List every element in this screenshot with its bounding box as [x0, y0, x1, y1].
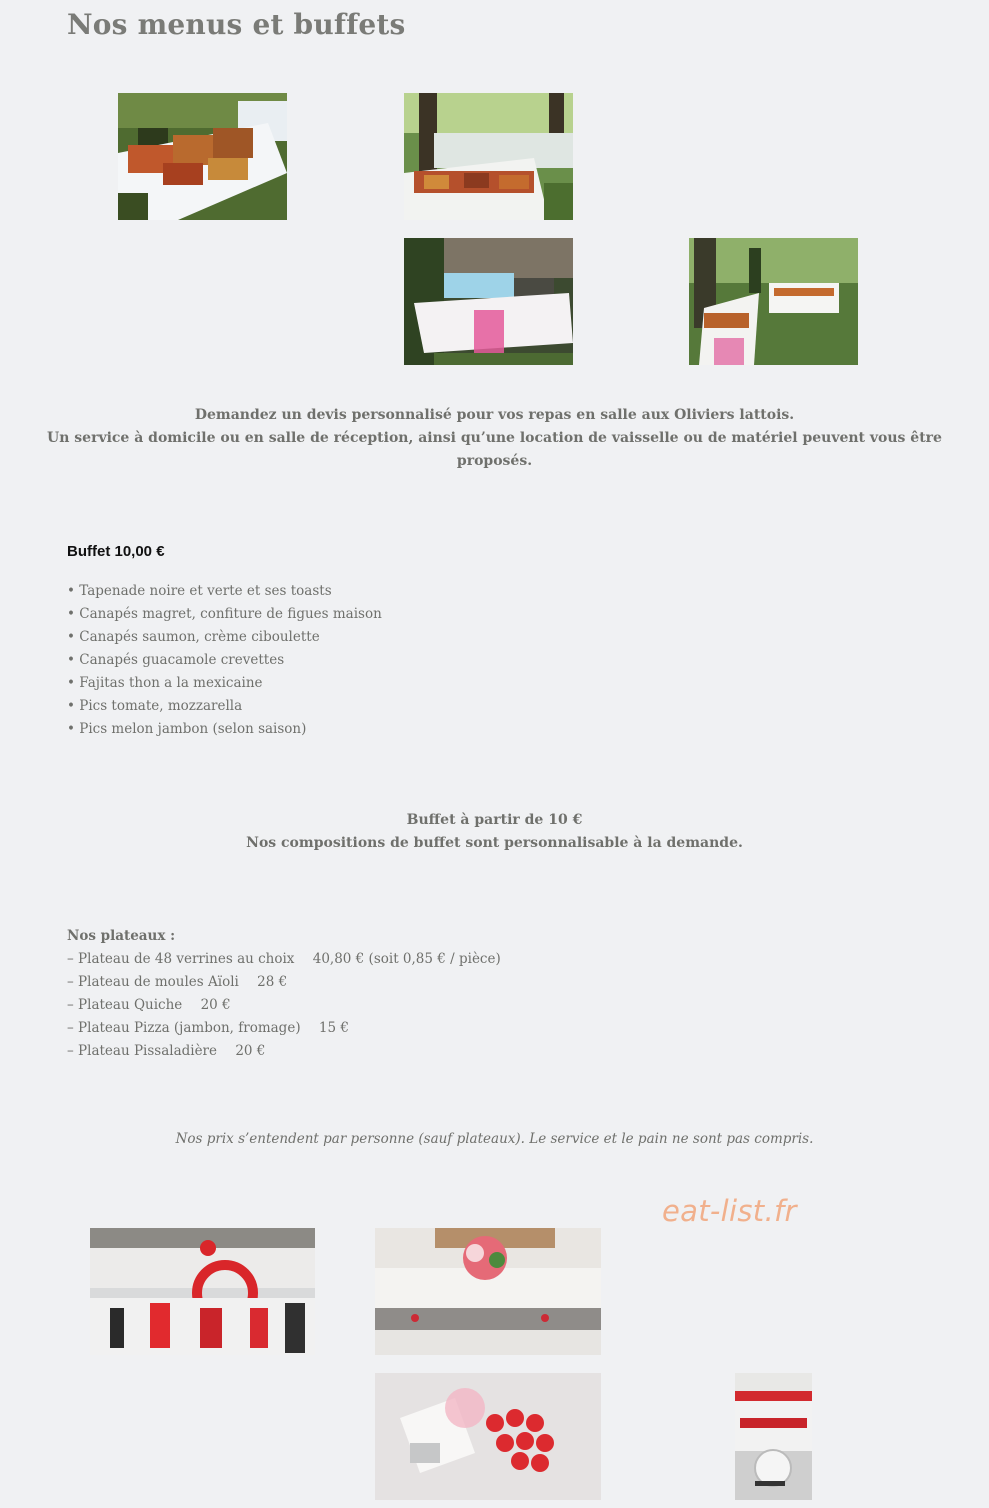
menu-item: • Tapenade noire et verte et ses toasts: [67, 583, 332, 599]
buffet-photo-2-image: [404, 93, 573, 220]
menu-item: • Pics melon jambon (selon saison): [67, 721, 307, 737]
intro-line-2: Un service à domicile ou en salle de réception, ainsi qu’une location de vaisselle ou de matériel peuvent vous être: [47, 430, 942, 446]
buffet-photo-1[interactable]: [118, 93, 287, 220]
intro-text: [0, 404, 989, 473]
plateau-label: – Plateau de 48 verrines au choix: [67, 951, 295, 967]
plateaux-heading: Nos plateaux :: [67, 928, 176, 944]
plateau-price: 28 €: [257, 974, 288, 990]
plateau-row: [67, 971, 501, 994]
buffet-photo-4-image: [689, 238, 858, 365]
menu-item: • Fajitas thon a la mexicaine: [67, 675, 263, 691]
intro-line-3: proposés.: [456, 453, 533, 469]
reception-photo-3-image: [375, 1373, 601, 1500]
plateau-row: [67, 1017, 501, 1040]
reception-photo-1[interactable]: [90, 1228, 315, 1355]
buffet-note: [0, 809, 989, 855]
reception-photo-2-image: [375, 1228, 601, 1355]
buffet-menu-list: [67, 580, 382, 741]
plateau-row: [67, 1040, 501, 1063]
buffet-title: Buffet 10,00 €: [67, 543, 165, 560]
plateau-price: 40,80 € (soit 0,85 € / pièce): [312, 951, 501, 967]
reception-photo-2[interactable]: [375, 1228, 601, 1355]
buffet-photo-2[interactable]: [404, 93, 573, 220]
reception-photo-1-image: [90, 1228, 315, 1355]
buffet-photo-1-image: [118, 93, 287, 220]
plateau-row: [67, 948, 501, 971]
plateau-row: [67, 994, 501, 1017]
plateau-price: 15 €: [318, 1020, 349, 1036]
plateau-label: – Plateau Pizza (jambon, fromage): [67, 1020, 301, 1036]
menu-item: • Canapés guacamole crevettes: [67, 652, 285, 668]
plateau-price: 20 €: [200, 997, 231, 1013]
plateau-label: – Plateau Pissaladière: [67, 1043, 218, 1059]
reception-photo-4[interactable]: [735, 1373, 812, 1500]
buffet-photo-4[interactable]: [689, 238, 858, 365]
intro-line-1: Demandez un devis personnalisé pour vos repas en salle aux Oliviers lattois.: [194, 407, 795, 423]
plateaux-section: [67, 925, 501, 1063]
plateau-label: – Plateau Quiche: [67, 997, 183, 1013]
buffet-note-line-2: Nos compositions de buffet sont personnalisable à la demande.: [246, 835, 743, 851]
buffet-note-line-1: Buffet à partir de 10 €: [406, 812, 583, 828]
buffet-photo-3-image: [404, 238, 573, 365]
menu-item: • Pics tomate, mozzarella: [67, 698, 243, 714]
reception-photo-3[interactable]: [375, 1373, 601, 1500]
price-footnote: Nos prix s’entendent par personne (sauf plateaux). Le service et le pain ne sont pas compris.: [175, 1131, 814, 1147]
plateau-price: 20 €: [235, 1043, 266, 1059]
menu-item: • Canapés magret, confiture de figues maison: [67, 606, 382, 622]
plateau-label: – Plateau de moules Aïoli: [67, 974, 239, 990]
menu-item: • Canapés saumon, crème ciboulette: [67, 629, 320, 645]
reception-photo-4-image: [735, 1373, 812, 1500]
buffet-photo-3[interactable]: [404, 238, 573, 365]
page-title: Nos menus et buffets: [67, 8, 406, 41]
site-watermark: eat-list.fr: [662, 1194, 797, 1228]
